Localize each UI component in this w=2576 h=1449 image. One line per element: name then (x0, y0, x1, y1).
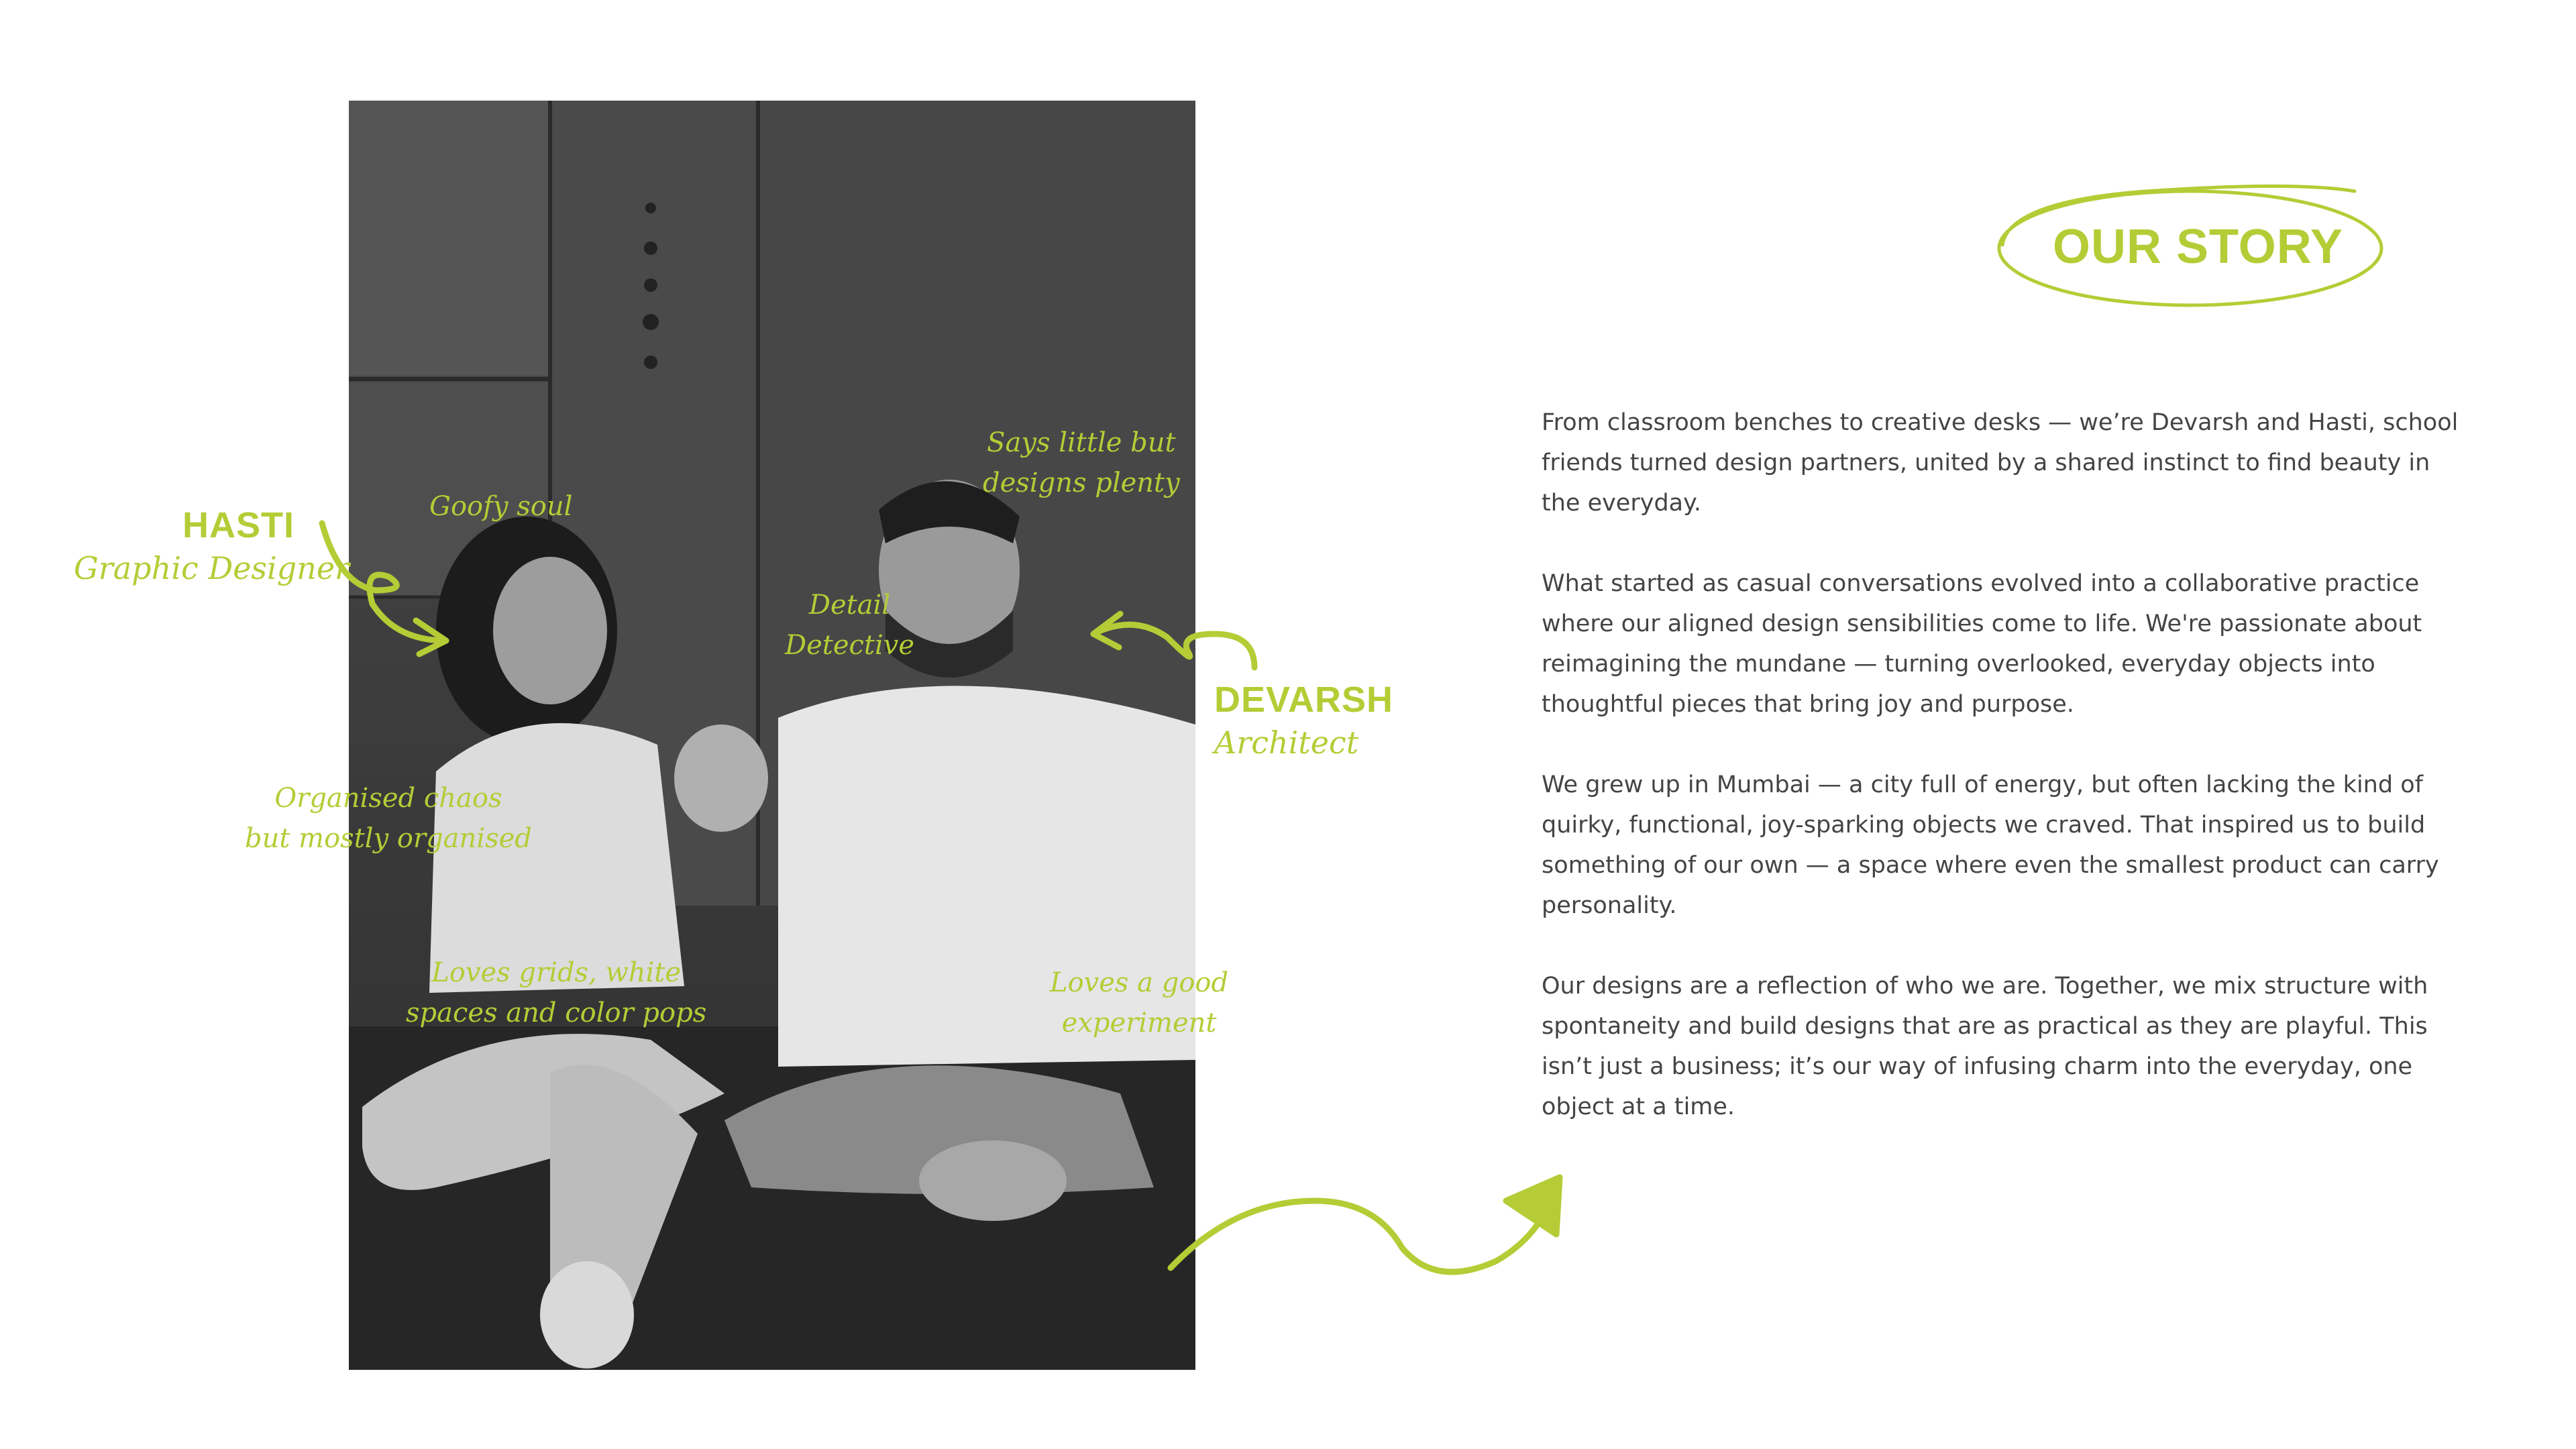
swoosh-arrow-icon (1171, 1184, 1556, 1272)
founders-photo (349, 101, 1229, 1370)
devarsh-name: DEVARSH (1214, 680, 1394, 720)
founders-photo-illustration (349, 101, 1195, 1370)
our-story-title: OUR STORY (2053, 220, 2344, 274)
hasti-role: Graphic Designer (74, 550, 350, 586)
note-says-little: Says little but designs plenty (983, 427, 1180, 498)
story-paragraph: Our designs are a reflection of who we are. Together, we mix structure with spontaneity and build designs that are as practical as they are playful. This isn’t just a business; it’s our way of infusing charm into the everyday, one object at a time. (1542, 973, 2428, 1120)
swoosh-arrowhead-icon (1506, 1177, 1560, 1234)
story-paragraph: We grew up in Mumbai — a city full of energy, but often lacking the kind of quirky, functional, joy-sparking objects we craved. That inspired us to build something of our own — a space where even the smallest product can carry personality. (1542, 771, 2439, 919)
note-loves-experiment: Loves a good experiment (1050, 967, 1229, 1038)
story-paragraph: What started as casual conversations evolved into a collaborative practice where our aligned design sensibilities come to life. We're passionate about reimagining the mundane — turning overlooked, everyday objects into thoughtful pieces that bring joy and purpose. (1542, 570, 2422, 718)
hasti-name: HASTI (182, 505, 294, 545)
note-goofy-soul: Goofy soul (429, 491, 573, 522)
note-loves-grids: Loves grids, white spaces and color pops (406, 957, 707, 1028)
devarsh-role: Architect (1214, 724, 1359, 761)
note-organised-chaos: Organised chaos but mostly organised (245, 783, 532, 854)
story-paragraph: From classroom benches to creative desks — we’re Devarsh and Hasti, school friends turned design partners, united by a shared instinct to find beauty in the everyday. (1542, 409, 2459, 517)
note-detail-detective: Detail Detective (785, 590, 915, 661)
story-text (1542, 402, 2461, 1167)
